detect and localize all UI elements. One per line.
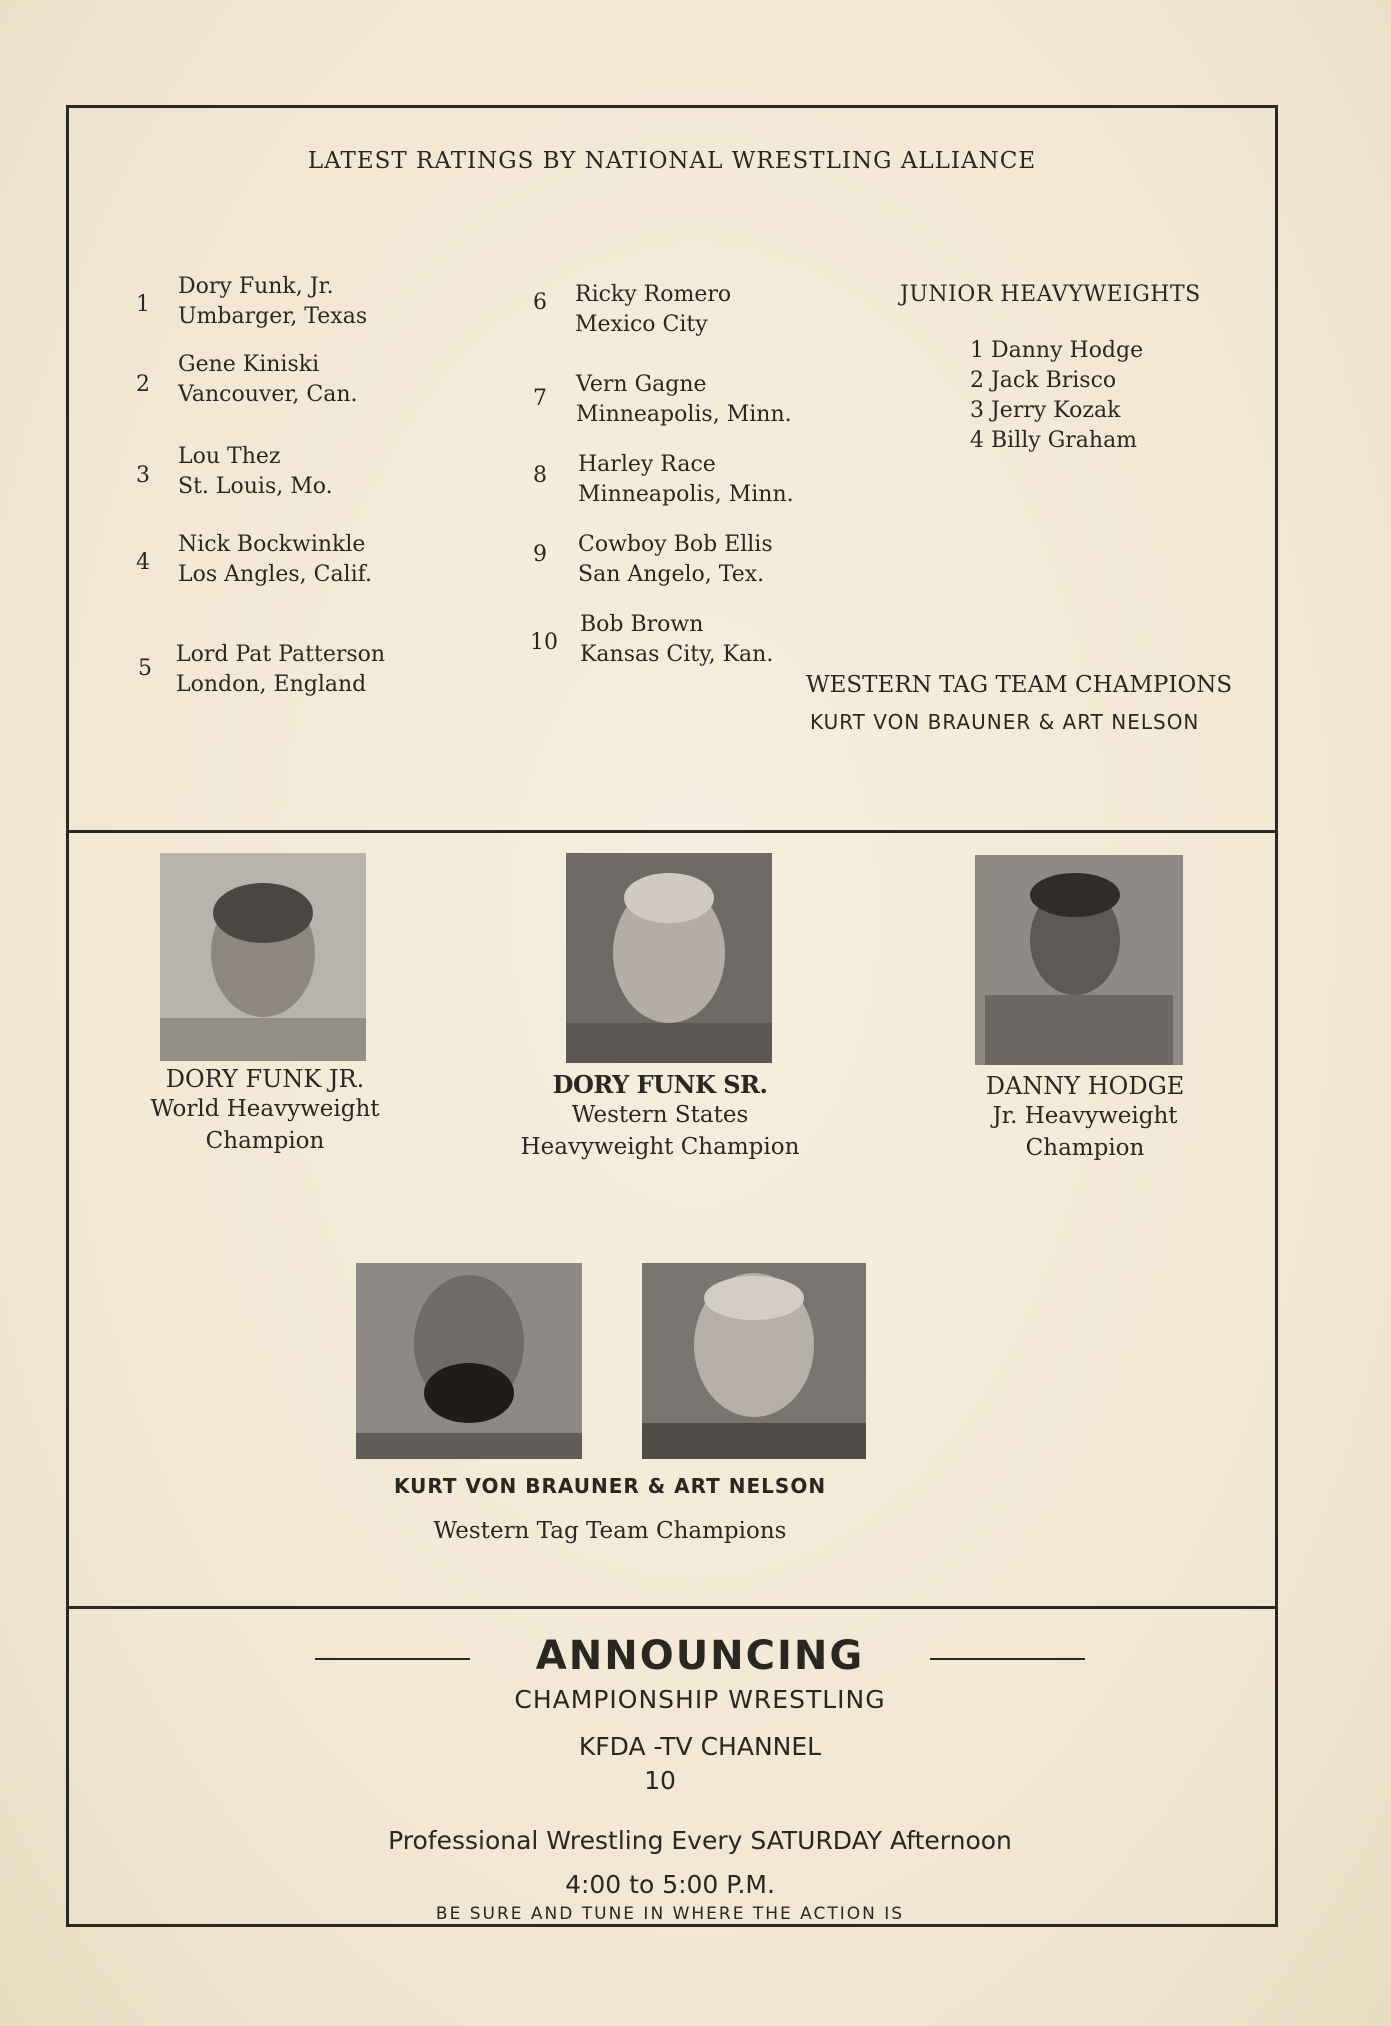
junior-item: 2 Jack Brisco: [970, 368, 1117, 393]
wrestler-entry: [178, 350, 358, 410]
tag-photo-names: KURT VON BRAUNER & ART NELSON: [393, 1474, 827, 1498]
wrestler-entry: [178, 272, 367, 332]
rank-number: 1: [136, 292, 150, 317]
wrestler-location: Mexico City: [575, 312, 708, 337]
wrestler-name: Gene Kiniski: [178, 352, 320, 377]
wrestler-location: St. Louis, Mo.: [178, 474, 333, 499]
announce-line-5: 4:00 to 5:00 P.M.: [565, 1870, 775, 1899]
wrestler-location: Los Angles, Calif.: [178, 562, 372, 587]
wrestler-name: Ricky Romero: [575, 282, 732, 307]
caption-line: Jr. Heavyweight: [992, 1103, 1178, 1129]
rank-number: 6: [533, 290, 547, 315]
wrestler-entry: [576, 370, 792, 430]
wrestler-location: Minneapolis, Minn.: [576, 402, 792, 427]
rank-number: 5: [138, 656, 152, 681]
caption-line: Champion: [205, 1128, 325, 1154]
divider-top: [66, 830, 1278, 833]
announce-rule-right: [930, 1658, 1085, 1660]
junior-item: 4 Billy Graham: [970, 428, 1138, 453]
rank-number: 8: [533, 463, 547, 488]
rank-number: 7: [533, 386, 547, 411]
wrestler-location: Minneapolis, Minn.: [578, 482, 794, 507]
wrestler-name: Vern Gagne: [576, 372, 707, 397]
caption-danny-hodge: [960, 1072, 1210, 1164]
rank-number: 3: [136, 463, 150, 488]
caption-line: Heavyweight Champion: [520, 1134, 800, 1160]
wrestler-entry: [178, 442, 333, 502]
caption-name: DORY FUNK SR.: [552, 1070, 768, 1099]
portrait-image: [975, 855, 1183, 1065]
wrestler-entry: [575, 280, 731, 340]
announce-headline: ANNOUNCING: [535, 1633, 865, 1679]
portrait-image: [160, 853, 366, 1061]
junior-list: [970, 336, 1143, 456]
ratings-title: LATEST RATINGS BY NATIONAL WRESTLING ALLIANCE: [307, 148, 1037, 174]
caption-name: DANNY HODGE: [985, 1072, 1185, 1100]
rank-number: 2: [136, 372, 150, 397]
wrestler-location: San Angelo, Tex.: [578, 562, 765, 587]
announce-line-4: Professional Wrestling Every SATURDAY Afternoon: [388, 1826, 1012, 1855]
wrestler-name: Bob Brown: [580, 612, 704, 637]
caption-line: Champion: [1025, 1135, 1145, 1161]
wrestler-entry: [176, 640, 385, 700]
photo-dory-funk-jr: [160, 853, 366, 1061]
announce-line-3: 10: [644, 1766, 676, 1795]
announce-line-6: BE SURE AND TUNE IN WHERE THE ACTION IS: [435, 1904, 905, 1924]
photo-kurt-von-brauner: [356, 1263, 582, 1459]
rank-number: 4: [136, 550, 150, 575]
wrestler-location: Vancouver, Can.: [178, 382, 358, 407]
photo-danny-hodge: [975, 855, 1183, 1065]
portrait-image: [642, 1263, 866, 1459]
junior-item: 3 Jerry Kozak: [970, 398, 1121, 423]
tag-title: WESTERN TAG TEAM CHAMPIONS: [806, 672, 1233, 698]
wrestler-name: Dory Funk, Jr.: [178, 274, 334, 299]
photo-art-nelson: [642, 1263, 866, 1459]
portrait-image: [356, 1263, 582, 1459]
rank-number: 9: [533, 542, 547, 567]
wrestler-location: London, England: [176, 672, 367, 697]
announce-rule-left: [315, 1658, 470, 1660]
wrestler-name: Nick Bockwinkle: [178, 532, 366, 557]
portrait-image: [566, 853, 772, 1063]
wrestler-location: Kansas City, Kan.: [580, 642, 774, 667]
wrestler-location: Umbarger, Texas: [178, 304, 368, 329]
wrestler-name: Lord Pat Patterson: [176, 642, 386, 667]
wrestler-entry: [178, 530, 372, 590]
wrestler-entry: [578, 530, 773, 590]
announce-line-1: CHAMPIONSHIP WRESTLING: [514, 1685, 886, 1714]
photo-dory-funk-sr: [566, 853, 772, 1063]
rank-number: 10: [530, 630, 558, 655]
caption-dory-funk-jr: [140, 1065, 390, 1157]
caption-name: DORY FUNK JR.: [165, 1065, 365, 1093]
caption-line: World Heavyweight: [150, 1096, 380, 1122]
tag-photo-caption: Western Tag Team Champions: [433, 1518, 787, 1544]
wrestler-entry: [580, 610, 773, 670]
wrestler-entry: [578, 450, 794, 510]
divider-bottom: [66, 1606, 1278, 1609]
tag-names: KURT VON BRAUNER & ART NELSON: [810, 710, 1200, 734]
caption-dory-funk-sr: [500, 1070, 820, 1163]
junior-title: JUNIOR HEAVYWEIGHTS: [900, 282, 1201, 307]
caption-line: Western States: [571, 1102, 749, 1128]
wrestler-name: Lou Thez: [178, 444, 281, 469]
wrestler-name: Cowboy Bob Ellis: [578, 532, 773, 557]
wrestler-name: Harley Race: [578, 452, 716, 477]
announce-line-2: KFDA -TV CHANNEL: [578, 1732, 822, 1761]
junior-item: 1 Danny Hodge: [970, 338, 1144, 363]
